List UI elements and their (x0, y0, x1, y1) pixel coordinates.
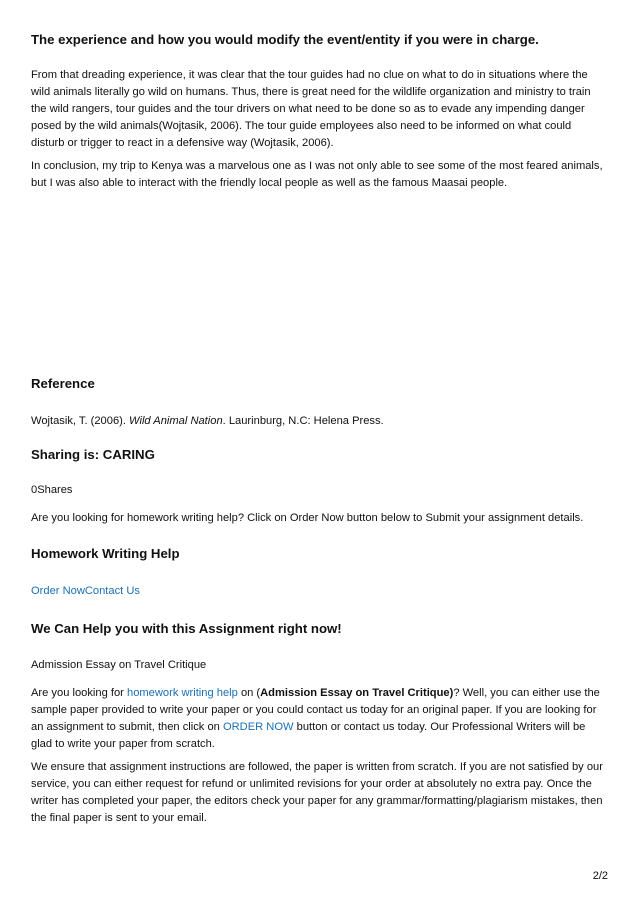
experience-paragraph: From that dreading experience, it was clear that the tour guides had no clue on what to do in situations where the wild animals literally go wild on humans. Thus, there is great need for the wildlife organization and ministry to train the wild rangers, tour guides and the tour drivers on what need to be done so as to evade any impending danger posed by the wild animals(Wojtasik, 2006). The tour guide employees also need to be informed on what could disturb or trigger to react in a defensive way (Wojtasik, 2006). (31, 69, 591, 149)
help-essay-title-bold: Admission Essay on Travel Critique) (260, 687, 454, 699)
page-number: 2/2 (592, 870, 608, 882)
homework-writing-help-link[interactable]: homework writing help (127, 687, 238, 699)
citation-author: Wojtasik, T. (2006). (31, 415, 130, 427)
citation-title: Wild Animal Nation (129, 415, 223, 427)
help-text-a: Are you looking for (31, 687, 127, 699)
sharing-heading: Sharing is: CARING (31, 447, 155, 462)
assignment-help-heading: We Can Help you with this Assignment right now! (31, 621, 342, 636)
reference-citation (31, 413, 607, 430)
homework-help-heading: Homework Writing Help (31, 546, 180, 561)
homework-links (31, 583, 607, 600)
order-now-inline-link[interactable]: ORDER NOW (222, 721, 294, 733)
citation-publisher: . Laurinburg, N.C: Helena Press. (222, 415, 384, 427)
help-text-c: ? Well, you can either use the sample paper provided to write your paper or you could contact us today for an original paper. If you are looking for an assignment to submit, then click on (31, 687, 600, 733)
help-text-d: button or contact us today. Our Professional Writers will be glad to write your paper from scratch. (31, 721, 586, 750)
guarantee-paragraph: We ensure that assignment instructions are followed, the paper is written from scratch. If you are not satisfied by our service, you can either request for refund or unlimited revisions for your order at absolutely no extra pay. Once the writer has completed your paper, the editors check your paper for any grammar/formatting/plagiarism mistakes, then the final paper is sent to your email. (31, 761, 603, 824)
help-paragraph (31, 685, 607, 753)
section-heading-experience: The experience and how you would modify the event/entity if you were in charge. (31, 32, 539, 47)
contact-us-link[interactable]: Contact Us (84, 585, 140, 597)
conclusion-paragraph: In conclusion, my trip to Kenya was a marvelous one as I was not only able to see some of the most feared animals, but I was also able to interact with the friendly local people as well as the famous Maasai people. (31, 160, 603, 189)
order-now-link[interactable]: Order Now (31, 585, 85, 597)
share-count: 0Shares (31, 484, 73, 496)
essay-title-line: Admission Essay on Travel Critique (31, 659, 207, 671)
help-text-b: on ( (237, 687, 261, 699)
reference-heading: Reference (31, 376, 95, 391)
homework-prompt: Are you looking for homework writing help? Click on Order Now button below to Submit your assignment details. (31, 512, 584, 524)
